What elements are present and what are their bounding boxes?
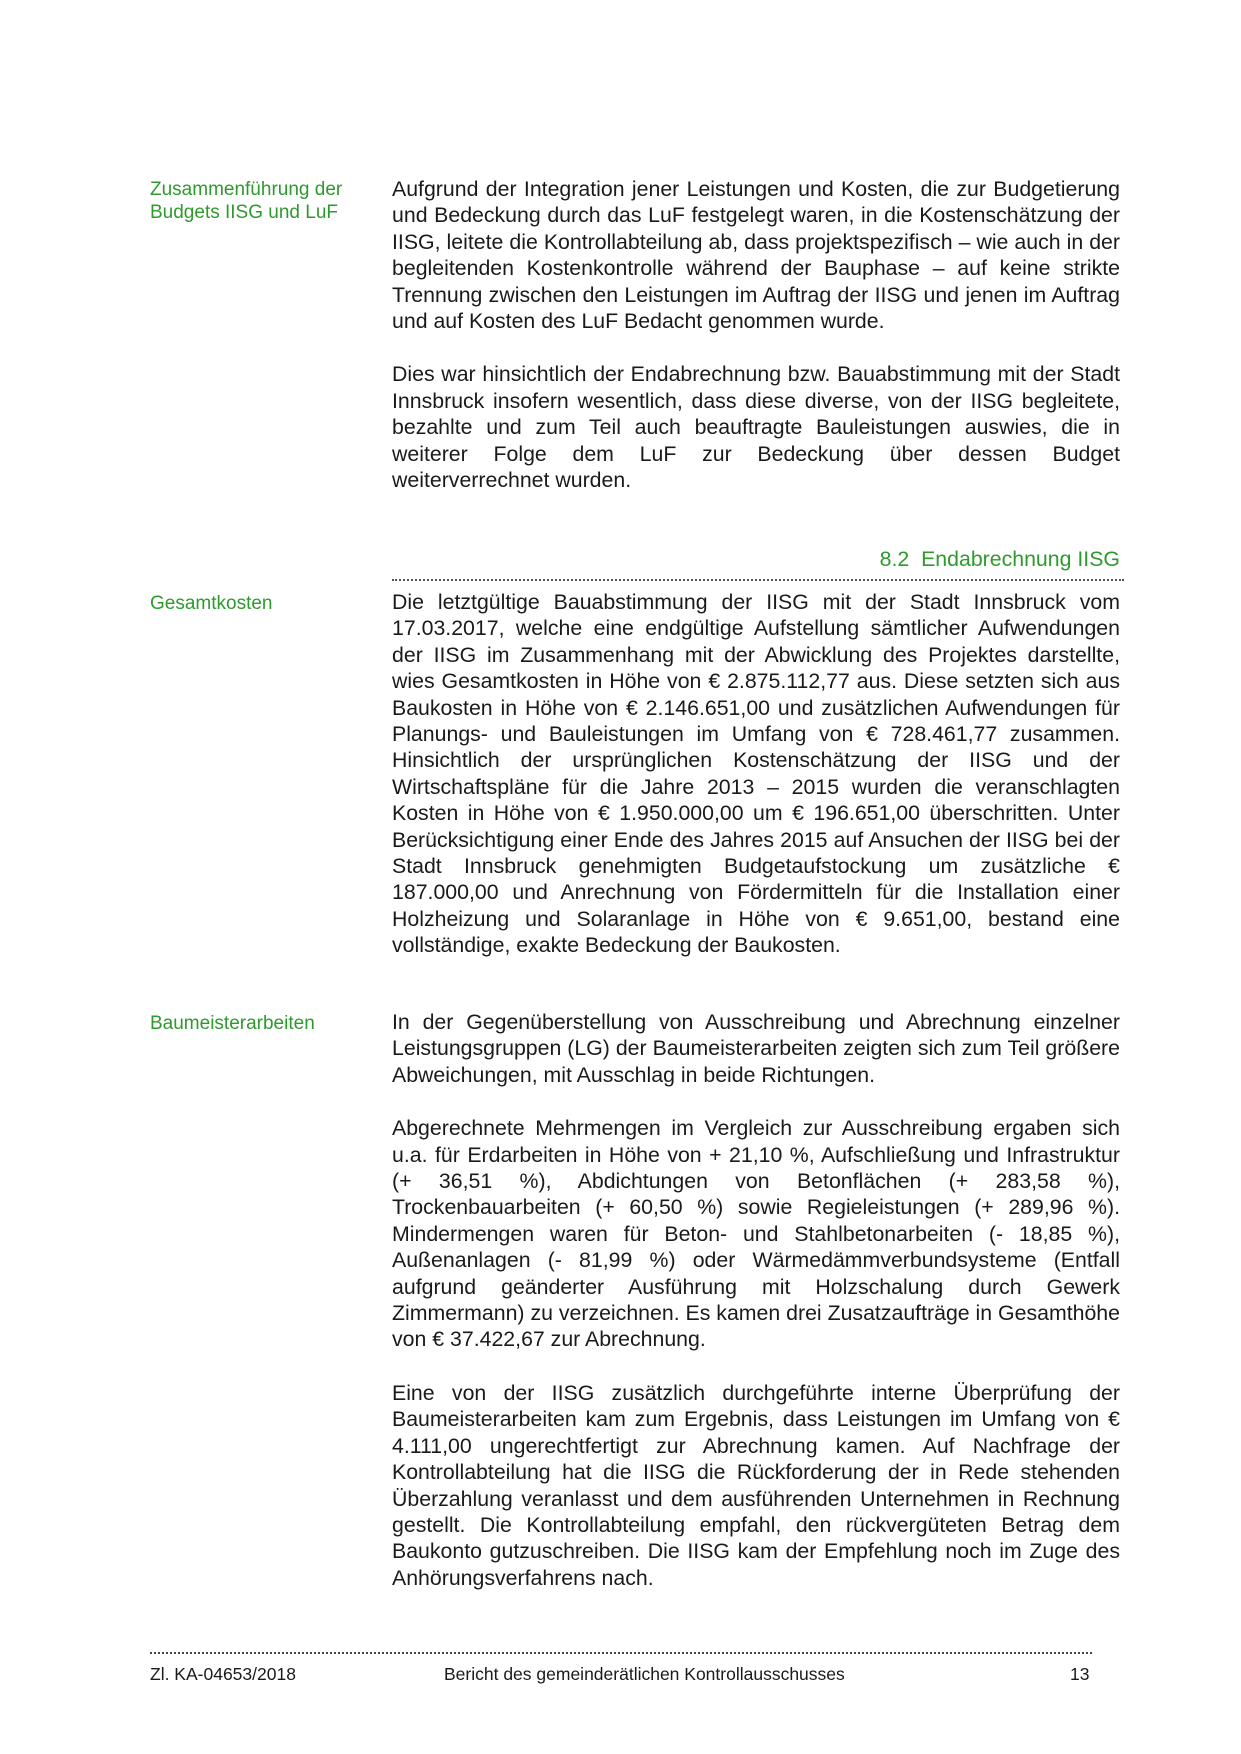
- body-block-total-costs: [392, 589, 1120, 986]
- paragraph-quantities: Abgerechnete Mehrmengen im Vergleich zur Ausschreibung ergaben sich u.a. für Erdarbeiten in Höhe von + 21,10 %, Aufschließung und Infrastruktur (+ 36,51 %), Abdichtungen von Betonflächen (+ 283,58 %), Trockenbauarbeiten (+ 60,50 %) sowie Regieleistungen (+ 289,96 %). Mindermengen waren für Beton- und Stahlbetonarbeiten (- 18,85 %), Außenanlagen (- 81,99 %) oder Wärmedämmverbundsysteme (Entfall aufgrund geänderter Ausführung mit Holzschalung durch Gewerk Zimmermann) zu verzeichnen. Es kamen drei Zusatzaufträge in Gesamthöhe von € 37.422,67 zur Abrechnung.: [392, 1116, 1120, 1352]
- footer-divider: [150, 1652, 1092, 1654]
- footer-reference: Zl. KA-04653/2018: [150, 1664, 296, 1684]
- section-heading: [392, 546, 1120, 572]
- footer-page-number: 13: [1070, 1664, 1090, 1684]
- section-title: Endabrechnung IISG: [921, 547, 1120, 571]
- paragraph-internal-review: Eine von der IISG zusätzlich durchgeführte interne Überprüfung der Baumeisterarbeiten kam zum Ergebnis, dass Leistungen im Umfang von € 4.111,00 ungerechtfertigt zur Abrechnung kamen. Auf Nachfrage der Kontrollabteilung hat die IISG die Rückforderung der in Rede stehenden Überzahlung veranlasst und dem ausführenden Unternehmen in Rechnung gestellt. Die Kontrollabteilung empfahl, den rückvergüteten Betrag dem Baukonto gutzuschreiben. Die IISG kam der Empfehlung noch im Zuge des Anhörungsverfahrens nach.: [392, 1380, 1120, 1590]
- section-number: 8.2: [879, 547, 910, 571]
- paragraph-integration: Aufgrund der Integration jener Leistungen und Kosten, die zur Budgetierung und Bedeckung durch das LuF festgelegt waren, in die Kostenschätzung der IISG, leitete die Kontrollabteilung ab, dass projektspezifisch – wie auch in der begleitenden Kostenkontrolle während der Bauphase – auf keine strikte Trennung zwischen den Leistungen im Auftrag der IISG und jenen im Auftrag und auf Kosten des LuF Bedacht genommen wurde.: [392, 177, 1120, 334]
- paragraph-total-costs: Die letztgültige Bauabstimmung der IISG mit der Stadt Innsbruck vom 17.03.2017, welche eine endgültige Aufstellung sämtlicher Aufwendungen der IISG im Zusammenhang mit der Abwicklung des Projektes darstellte, wies Gesamtkosten in Höhe von € 2.875.112,77 aus. Diese setzten sich aus Baukosten in Höhe von € 2.146.651,00 und zusätzlichen Aufwendungen für Planungs- und Bauleistungen im Umfang von € 728.461,77 zusammen. Hinsichtlich der ursprünglichen Kostenschätzung der IISG und der Wirtschaftspläne für die Jahre 2013 – 2015 wurden die veranschlagten Kosten in Höhe von € 1.950.000,00 um € 196.651,00 überschritten. Unter Berücksichtigung einer Ende des Jahres 2015 auf Ansuchen der IISG bei der Stadt Innsbruck genehmigten Budgetaufstockung um zusätzliche € 187.000,00 und Anrechnung von Fördermitteln für die Installation einer Holzheizung und Solaranlage in Höhe von € 9.651,00, bestand eine vollständige, exakte Bedeckung der Baukosten.: [392, 590, 1120, 958]
- paragraph-final-billing: Dies war hinsichtlich der Endabrechnung bzw. Bauabstimmung mit der Stadt Innsbruck insofern wesentlich, dass diese diverse, von der IISG begleitete, bezahlte und zum Teil auch beauftragte Bauleistungen auswies, die in weiterer Folge dem LuF zur Bedeckung über dessen Budget weiterverrechnet wurden.: [392, 362, 1120, 493]
- margin-note-construction-work: Baumeisterarbeiten: [150, 1013, 315, 1034]
- margin-note-total-costs: Gesamtkosten: [150, 593, 273, 614]
- footer-report-title: Bericht des gemeinderätlichen Kontrollausschusses: [444, 1664, 845, 1684]
- body-block-construction-work: [392, 1009, 1120, 1618]
- body-block-intro: [392, 176, 1120, 520]
- section-divider: [392, 579, 1124, 581]
- margin-note-budget-merge: Zusammenführung der Budgets IISG und LuF: [150, 179, 343, 223]
- paragraph-deviations: In der Gegenüberstellung von Ausschreibung und Abrechnung einzelner Leistungsgruppen (LG) der Baumeisterarbeiten zeigten sich zum Teil größere Abweichungen, mit Ausschlag in beide Richtungen.: [392, 1010, 1120, 1087]
